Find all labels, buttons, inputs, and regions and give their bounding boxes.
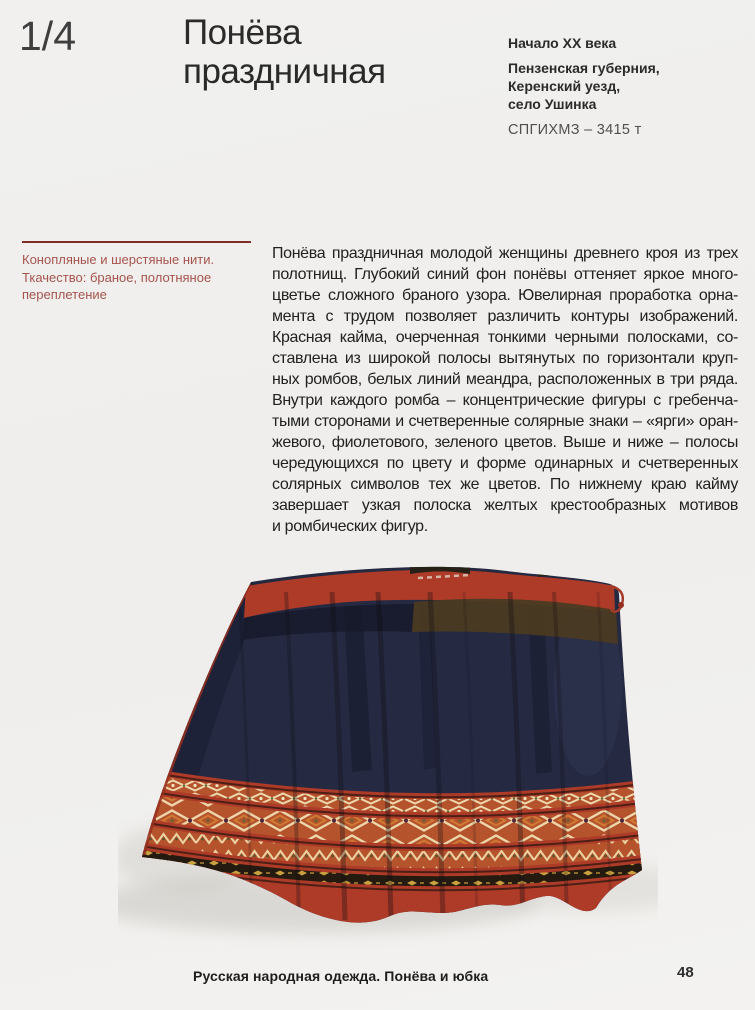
body-line: чередующихся по цвету и форме одинарных и счетверенных [272, 455, 738, 472]
page-index: 1/4 [19, 13, 76, 59]
metadata-origin-line-2: Керенский уезд, [508, 78, 621, 94]
skirt-photo [118, 558, 658, 963]
body-line: полотнищ. Глубокий синий фон понёвы оттеняет яркое много- [272, 266, 738, 283]
body-line: Внутри каждого ромба – концентрические фигуры с гребенча- [272, 392, 738, 409]
metadata-date: Начало XX века [508, 35, 617, 51]
body-line: и ромбических фигур. [272, 518, 428, 535]
body-line: солярных символов тех же цветов. По нижнему краю кайму [272, 476, 738, 493]
footer-page-number: 48 [677, 964, 694, 981]
body-line: ных ромбов, белых линий меандра, расположенных в три ряда. [272, 371, 738, 388]
footer-series-title: Русская народная одежда. Понёва и юбка [193, 968, 489, 984]
page-title [183, 13, 386, 91]
body-line: завершает узкая полоска желтых крестообразных мотивов [272, 497, 738, 514]
metadata-origin-line-3: село Ушинка [508, 96, 597, 112]
metadata-origin-line-1: Пензенская губерния, [508, 60, 660, 76]
metadata-block [508, 34, 660, 139]
body-line: мента с трудом позволяет различить контуры изображений. [272, 308, 738, 325]
skirt-tassel-knot [618, 602, 624, 608]
body-line: тыми сторонами и счетверенные солярные знаки – «ярги» оран- [272, 413, 738, 430]
metadata-inventory-number: СПГИХМЗ – 3415 т [508, 122, 642, 138]
body-line: жевого, фиолетового, зеленого цветов. Выше и ниже – полосы [272, 434, 738, 451]
body-line: ставлена из широкой полосы вытянутых по горизонтали круп- [272, 350, 738, 367]
materials-note-rule [22, 241, 251, 243]
materials-note: Конопляные и шерстяные нити. Ткачество: браное, полотняное переплетение [22, 252, 215, 302]
body-paragraph [272, 243, 738, 537]
page-title-line-1: Понёва [183, 13, 302, 52]
skirt-illustration [118, 558, 658, 963]
body-line: Понёва праздничная молодой женщины древнего кроя из трех [272, 245, 738, 262]
page-title-line-2: праздничная [183, 52, 386, 91]
body-line: цветье сложного браного узора. Ювелирная проработка орна- [272, 287, 738, 304]
body-line: Красная кайма, очерченная тонкими черными полосками, со- [272, 329, 738, 346]
